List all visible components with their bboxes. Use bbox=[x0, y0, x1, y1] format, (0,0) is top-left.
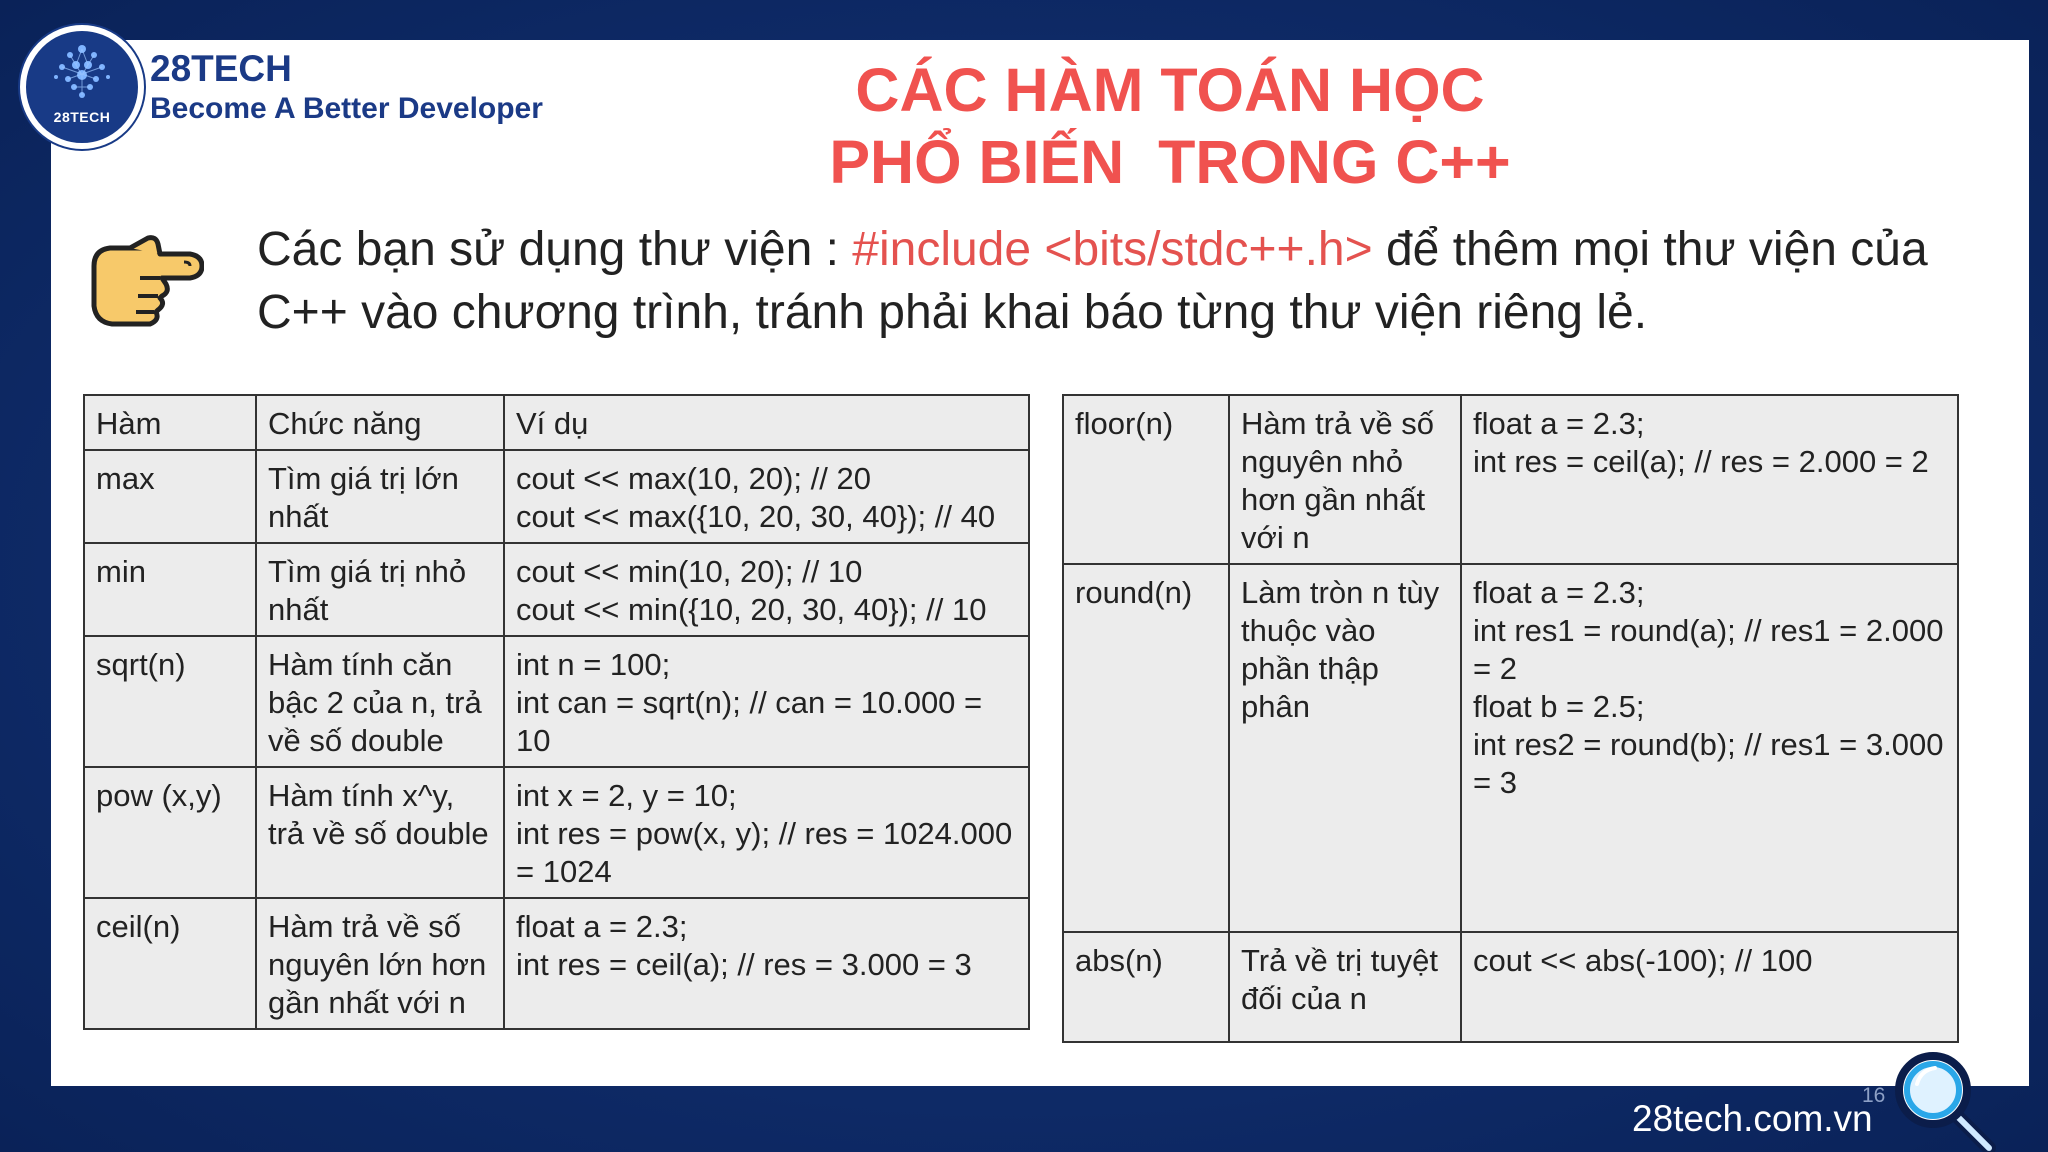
example-line: cout << max(10, 20); // 20 bbox=[516, 461, 871, 496]
function-example bbox=[1461, 932, 1958, 1042]
table-header-row bbox=[84, 395, 1029, 450]
function-description: Hàm trả về số nguyên nhỏ hơn gần nhất với n bbox=[1229, 395, 1461, 564]
function-name: floor(n) bbox=[1063, 395, 1229, 564]
include-code: #include <bits/stdc++.h> bbox=[852, 223, 1373, 276]
table-row bbox=[84, 767, 1029, 898]
function-description: Trả về trị tuyệt đối của n bbox=[1229, 932, 1461, 1042]
function-example bbox=[504, 898, 1029, 1029]
function-example bbox=[504, 636, 1029, 767]
table-row bbox=[84, 898, 1029, 1029]
function-description: Hàm tính x^y, trả về số double bbox=[256, 767, 504, 898]
website-url[interactable]: 28tech.com.vn bbox=[1632, 1098, 1873, 1139]
logo-text: 28TECH bbox=[53, 109, 111, 125]
pointing-hand-icon bbox=[86, 228, 204, 330]
example-line: cout << max({10, 20, 30, 40}); // 40 bbox=[516, 499, 996, 534]
function-example bbox=[1461, 395, 1958, 564]
table-row bbox=[84, 543, 1029, 636]
math-functions-table-left bbox=[83, 394, 1030, 1030]
function-example bbox=[504, 543, 1029, 636]
function-description: Làm tròn n tùy thuộc vào phần thập phân bbox=[1229, 564, 1461, 932]
title-line-2: PHỔ BIẾN TRONG C++ bbox=[829, 128, 1511, 196]
example-line: int res = pow(x, y); // res = 1024.000 = 1024 bbox=[516, 816, 1013, 889]
function-description: Hàm trả về số nguyên lớn hơn gần nhất với n bbox=[256, 898, 504, 1029]
example-line: int can = sqrt(n); // can = 10.000 = 10 bbox=[516, 685, 983, 758]
function-example bbox=[504, 450, 1029, 543]
page-number: 16 bbox=[1862, 1084, 1886, 1107]
header-function: Hàm bbox=[84, 395, 256, 450]
example-line: int res = ceil(a); // res = 3.000 = 3 bbox=[516, 947, 972, 982]
network-dots-icon bbox=[44, 41, 120, 105]
example-line: float a = 2.3; bbox=[1473, 406, 1645, 441]
function-name: max bbox=[84, 450, 256, 543]
function-name: sqrt(n) bbox=[84, 636, 256, 767]
function-description: Tìm giá trị nhỏ nhất bbox=[256, 543, 504, 636]
example-line: float a = 2.3; bbox=[516, 909, 688, 944]
table-row bbox=[1063, 564, 1958, 932]
example-line: cout << min({10, 20, 30, 40}); // 10 bbox=[516, 592, 987, 627]
example-line: int n = 100; bbox=[516, 647, 671, 682]
brand-tagline: Become A Better Developer bbox=[150, 92, 543, 125]
header-example: Ví dụ bbox=[504, 395, 1029, 450]
math-functions-table-right bbox=[1062, 394, 1959, 1043]
table-row bbox=[84, 636, 1029, 767]
brand-name: 28TECH bbox=[150, 48, 292, 89]
example-line: int x = 2, y = 10; bbox=[516, 778, 737, 813]
function-name: ceil(n) bbox=[84, 898, 256, 1029]
table-row bbox=[84, 450, 1029, 543]
function-name: round(n) bbox=[1063, 564, 1229, 932]
example-line: int res2 = round(b); // res1 = 3.000 = 3 bbox=[1473, 727, 1944, 800]
function-name: pow (x,y) bbox=[84, 767, 256, 898]
example-line: int res = ceil(a); // res = 2.000 = 2 bbox=[1473, 444, 1929, 479]
note-text-before: Các bạn sử dụng thư viện : bbox=[257, 223, 853, 276]
function-name: abs(n) bbox=[1063, 932, 1229, 1042]
magnifier-icon bbox=[1893, 1050, 1997, 1152]
example-line: cout << min(10, 20); // 10 bbox=[516, 554, 863, 589]
function-example bbox=[504, 767, 1029, 898]
function-example bbox=[1461, 564, 1958, 932]
example-line: cout << abs(-100); // 100 bbox=[1473, 943, 1813, 978]
example-line: float b = 2.5; bbox=[1473, 689, 1645, 724]
page-title bbox=[620, 54, 1720, 198]
note-text-after: để thêm mọi thư viện của C++ vào chương trình, tránh phải khai báo từng thư viện riêng lẻ. bbox=[257, 223, 1942, 339]
header-description: Chức năng bbox=[256, 395, 504, 450]
example-line: int res1 = round(a); // res1 = 2.000 = 2 bbox=[1473, 613, 1944, 686]
example-line: float a = 2.3; bbox=[1473, 575, 1645, 610]
table-row bbox=[1063, 395, 1958, 564]
function-description: Hàm tính căn bậc 2 của n, trả về số double bbox=[256, 636, 504, 767]
title-line-1: CÁC HÀM TOÁN HỌC bbox=[855, 56, 1485, 124]
table-row bbox=[1063, 932, 1958, 1042]
function-description: Tìm giá trị lớn nhất bbox=[256, 450, 504, 543]
function-name: min bbox=[84, 543, 256, 636]
library-note bbox=[257, 218, 1977, 344]
logo-icon bbox=[20, 25, 144, 149]
